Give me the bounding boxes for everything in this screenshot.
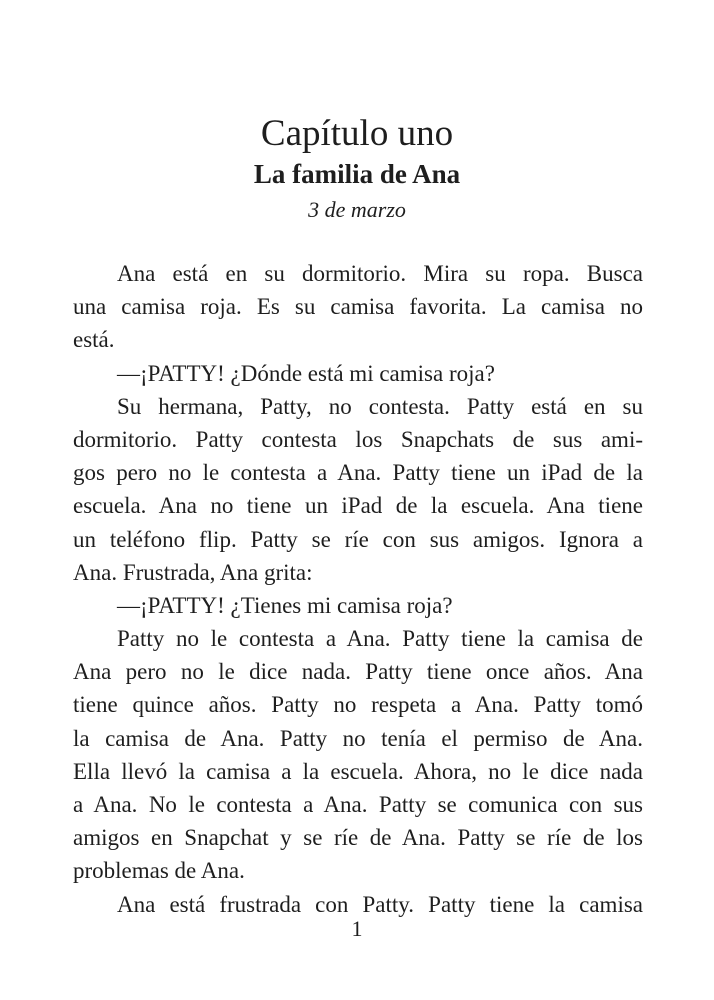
body-text — [73, 257, 643, 921]
text-line: un teléfono flip. Patty se ríe con sus amigos. Ignora a — [73, 526, 643, 552]
page-number: 1 — [351, 916, 363, 941]
text-line: una camisa roja. Es su camisa favorita. La camisa no — [73, 294, 643, 320]
text-line: escuela. Ana no tiene un iPad de la escuela. Ana tiene — [73, 493, 643, 519]
text-line: amigos en Snapchat y se ríe de Ana. Patty se ríe de los — [73, 825, 643, 851]
chapter-date: 3 de marzo — [308, 197, 406, 222]
text-line: tiene quince años. Patty no respeta a Ana. Patty tomó — [73, 692, 643, 718]
text-line: está. — [73, 327, 115, 353]
dialogue-line: —¡PATTY! ¿Tienes mi camisa roja? — [117, 592, 453, 618]
text-line: problemas de Ana. — [73, 858, 245, 884]
text-line: Ana está frustrada con Patty. Patty tiene la camisa — [117, 891, 643, 917]
chapter-subtitle: La familia de Ana — [253, 159, 461, 189]
dialogue-line: —¡PATTY! ¿Dónde está mi camisa roja? — [117, 360, 495, 386]
text-line: dormitorio. Patty contesta los Snapchats de sus ami- — [73, 426, 643, 452]
text-line: a Ana. No le contesta a Ana. Patty se comunica con sus — [73, 792, 643, 817]
text-line: Ana. Frustrada, Ana grita: — [73, 559, 313, 585]
text-line: Ella llevó la camisa a la escuela. Ahora, no le dice nada — [73, 758, 643, 784]
text-line: Ana está en su dormitorio. Mira su ropa. Busca — [117, 261, 643, 286]
text-line: Su hermana, Patty, no contesta. Patty está en su — [117, 393, 643, 419]
text-line: gos pero no le contesta a Ana. Patty tiene un iPad de la — [73, 460, 643, 486]
chapter-heading: Capítulo uno — [260, 113, 454, 154]
text-line: la camisa de Ana. Patty no tenía el permiso de Ana. — [73, 725, 643, 751]
text-line: Patty no le contesta a Ana. Patty tiene la camisa de — [117, 626, 643, 652]
text-line: Ana pero no le dice nada. Patty tiene once años. Ana — [73, 659, 643, 685]
